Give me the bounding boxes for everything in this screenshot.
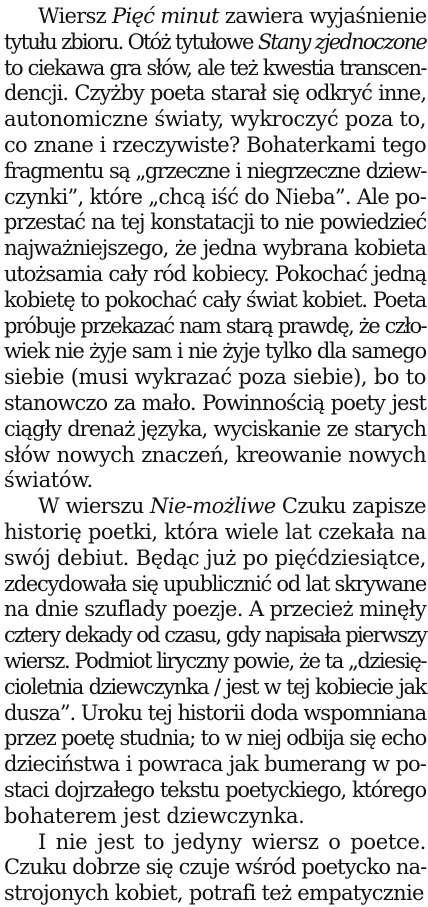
paragraph xyxy=(4,830,426,907)
text-line xyxy=(4,778,426,804)
text-segment: fragmentu są „grzeczne i niegrzeczne dziew- xyxy=(4,158,426,183)
text-line xyxy=(4,881,426,907)
italic-title: Nie-możliwe xyxy=(150,494,276,519)
text-line xyxy=(4,314,426,340)
text-line xyxy=(4,546,426,572)
text-segment: przez poetę studnia; to w niej odbija się echo xyxy=(4,726,426,751)
text-line xyxy=(4,339,426,365)
text-line xyxy=(4,4,426,30)
text-line xyxy=(4,855,426,881)
text-segment: Czuku dobrze się czuje wśród poetycko na- xyxy=(4,855,427,880)
text-segment: przestać na tej konstatacji to nie powiedzieć xyxy=(4,210,426,235)
text-line xyxy=(4,830,426,856)
text-line xyxy=(4,649,426,675)
text-segment: światów. xyxy=(4,468,93,493)
text-line xyxy=(4,133,426,159)
text-line xyxy=(4,623,426,649)
italic-title: Pięć minut xyxy=(112,4,219,28)
text-line xyxy=(4,185,426,211)
text-segment: kobietę to pokochać cały świat kobiet. Poeta xyxy=(4,287,426,312)
text-segment: siebie (musi wykrazać poza siebie), bo to xyxy=(4,365,426,390)
text-line xyxy=(4,675,426,701)
italic-title: Stany zjednoczone xyxy=(257,29,426,54)
paragraph xyxy=(4,4,426,494)
text-line xyxy=(4,417,426,443)
text-segment: strojonych kobiet, potrafi też empatycznie xyxy=(4,881,424,906)
text-segment: swój debiut. Będąc już po pięćdziesiątce, xyxy=(4,545,426,570)
text-segment: na dnie szuflady poezje. A przecież minęły xyxy=(4,597,426,622)
text-segment: bohaterem jest dziewczynka. xyxy=(4,803,305,828)
text-line xyxy=(4,391,426,417)
text-line xyxy=(4,365,426,391)
text-segment: zawiera wyjaśnienie xyxy=(218,4,427,28)
text-line xyxy=(4,726,426,752)
text-line xyxy=(4,236,426,262)
text-line xyxy=(4,520,426,546)
text-segment: autonomiczne światy, wykroczyć poza to, xyxy=(4,107,426,132)
text-line xyxy=(4,468,426,494)
text-line xyxy=(4,443,426,469)
text-segment: dencji. Czyżby poeta starał się odkryć inne, xyxy=(4,81,426,106)
text-segment: ciągły drenaż języka, wyciskanie ze starych xyxy=(4,416,426,441)
text-line xyxy=(4,81,426,107)
text-line xyxy=(4,288,426,314)
text-segment: utożsamia cały ród kobiecy. Pokochać jedną xyxy=(4,261,426,286)
text-line xyxy=(4,572,426,598)
text-line xyxy=(4,701,426,727)
text-line xyxy=(4,30,426,56)
text-segment: dusza”. Uroku tej historii doda wspomniana xyxy=(4,700,426,725)
text-line xyxy=(4,210,426,236)
text-segment: to ciekawa gra słów, ale też kwestia transcen- xyxy=(4,55,426,80)
text-line xyxy=(4,804,426,830)
text-segment: wiersz. Podmiot liryczny powie, że ta „dziesię- xyxy=(4,648,426,673)
text-segment: I nie jest to jedyny wiersz o poetce. xyxy=(38,829,426,854)
text-segment: wiek nie żyje sam i nie żyje tylko dla samego xyxy=(4,339,426,364)
text-segment: tytułu zbioru. Otóż tytułowe xyxy=(4,29,258,54)
text-segment: Czuku zapisze xyxy=(275,494,426,519)
paragraph xyxy=(4,494,426,829)
text-line xyxy=(4,107,426,133)
text-segment: W wierszu xyxy=(38,494,151,519)
text-segment: cztery dekady od czasu, gdy napisała pierwszy xyxy=(4,623,426,648)
text-segment: staci dojrzałego tekstu poetyckiego, którego xyxy=(4,777,426,802)
text-segment: Wiersz xyxy=(38,4,113,28)
text-line xyxy=(4,752,426,778)
text-line xyxy=(4,262,426,288)
text-segment: historię poetki, która wiele lat czekała na xyxy=(4,519,426,544)
text-line xyxy=(4,494,426,520)
text-line xyxy=(4,597,426,623)
text-segment: dzieciństwa i powraca jak bumerang w po- xyxy=(4,752,426,777)
text-segment: słów nowych znaczeń, kreowanie nowych xyxy=(4,442,426,467)
text-segment: najważniejszego, że jedna wybrana kobieta xyxy=(4,236,426,261)
text-segment: cioletnia dziewczynka / jest w tej kobiecie jak xyxy=(4,674,426,699)
text-segment: stanowczo za mało. Powinnością poety jest xyxy=(4,390,426,415)
text-line xyxy=(4,159,426,185)
text-segment: co znane i rzeczywiste? Bohaterkami tego xyxy=(4,132,426,157)
text-line xyxy=(4,56,426,82)
text-segment: próbuje przekazać nam starą prawdę, że czło- xyxy=(4,313,426,338)
text-segment: zdecydowała się upublicznić od lat skrywane xyxy=(4,571,426,596)
document-page xyxy=(4,4,426,907)
text-segment: czynki”, które „chcą iść do Nieba”. Ale po- xyxy=(4,184,427,209)
